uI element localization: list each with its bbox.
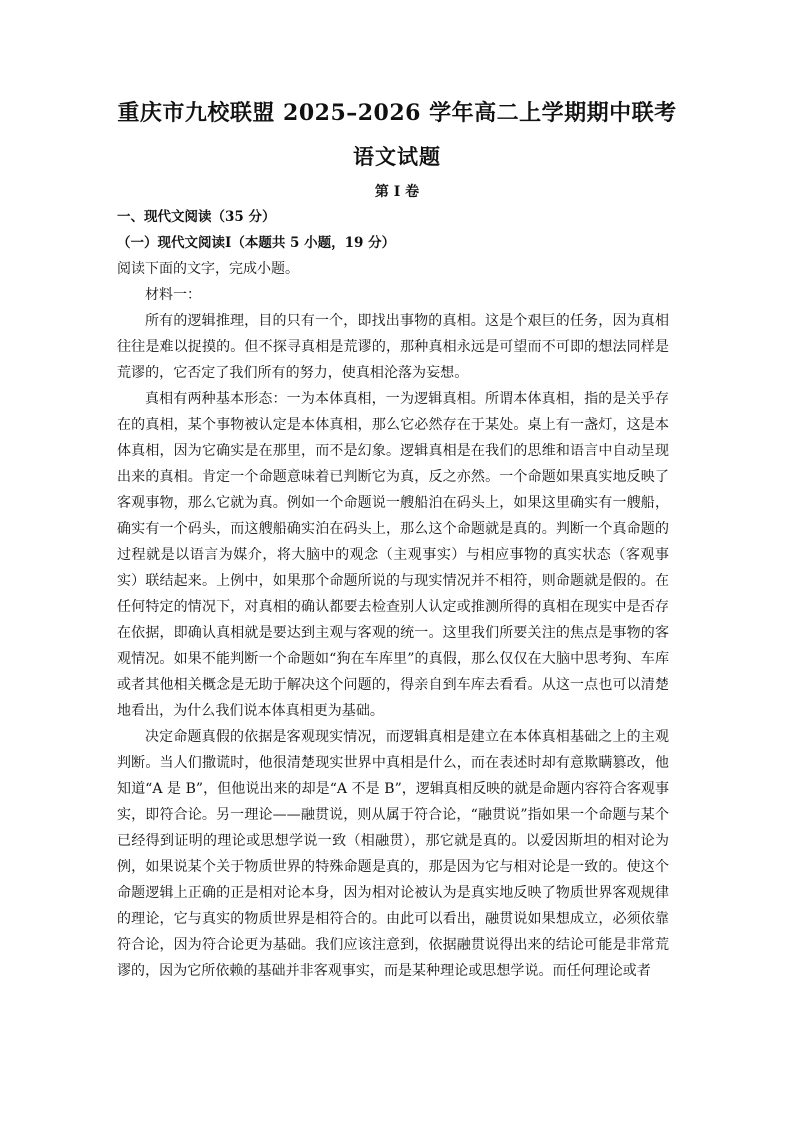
- section-heading: 一、现代文阅读（35 分）: [117, 209, 276, 225]
- material-label: 材料一：: [145, 287, 201, 303]
- volume-label: 第 I 卷: [374, 184, 420, 200]
- paragraph-2: 真相有两种基本形态：一为本体真相，一为逻辑真相。所谓本体真相，指的是关乎存在的真相，某个事物被认定是本体真相，那么它必然存在于某处。桌上有一盏灯，这是本体真相，因为它确实是在那里，而不是幻象。逻辑真相是在我们的思维和语言中自动呈现出来的真相。肯定一个命题意味着已判断它为真，反之亦然。一个命题如果真实地反映了客观事物，那么它就为真。例如一个命题说一艘船泊在码头上，如果这里确实有一艘船，确实有一个码头，而这艘船确实泊在码头上，那么这个命题就是真的。判断一个真命题的过程就是以语言为媒介，将大脑中的观念（主观事实）与相应事物的真实状态（客观事实）联结起来。上例中，如果那个命题所说的与现实情况并不相符，则命题就是假的。在任何特定的情况下，对真相的确认都要去检查别人认定或推测所得的真相在现实中是否存在依据，即确认真相就是要达到主观与客观的统一。这里我们所要关注的焦点是事物的客观情况。如果不能判断一个命题如“狗在车库里”的真假，那么仅仅在大脑中思考狗、车库或者其他相关概念是无助于解决这个问题的，得亲自到车库去看看。从这一点也可以清楚地看出，为什么我们说本体真相更为基础。: [117, 391, 669, 719]
- exam-title: 重庆市九校联盟 2025–2026 学年高二上学期期中联考: [117, 100, 677, 126]
- reading-instruction: 阅读下面的文字，完成小题。: [117, 261, 299, 277]
- paragraph-3: 决定命题真假的依据是客观现实情况，而逻辑真相是建立在本体真相基础之上的主观判断。当人们撒谎时，他很清楚现实世界中真相是什么，而在表述时却有意欺瞒篡改，他知道“A 是 B”，但他说出来的却是“A 不是 B”，逻辑真相反映的就是命题内容符合客观事实，即符合论。另一理论——融贯说，则从属于符合论，“融贯说”指如果一个命题与某个已经得到证明的理论或思想学说一致（相融贯），那它就是真的。以爱因斯坦的相对论为例，如果说某个关于物质世界的特殊命题是真的，那是因为它与相对论是一致的。使这个命题逻辑上正确的正是相对论本身，因为相对论被认为是真实地反映了物质世界客观规律的理论，它与真实的物质世界是相符合的。由此可以看出，融贯说如果想成立，必须依靠符合论，因为符合论更为基础。我们应该注意到，依据融贯说得出来的结论可能是非常荒谬的，因为它所依赖的基础并非客观事实，而是某种理论或思想学说。而任何理论或者: [117, 729, 669, 979]
- section-subheading: （一）现代文阅读Ⅰ（本题共 5 小题，19 分）: [117, 235, 396, 251]
- exam-content: [117, 204, 669, 984]
- paragraph-1: 所有的逻辑推理，目的只有一个，即找出事物的真相。这是个艰巨的任务，因为真相往往是难以捉摸的。但不探寻真相是荒谬的，那种真相永远是可望而不可即的想法同样是荒谬的，它否定了我们所有的努力，使真相沦落为妄想。: [117, 313, 669, 381]
- exam-subtitle: 语文试题: [353, 144, 441, 169]
